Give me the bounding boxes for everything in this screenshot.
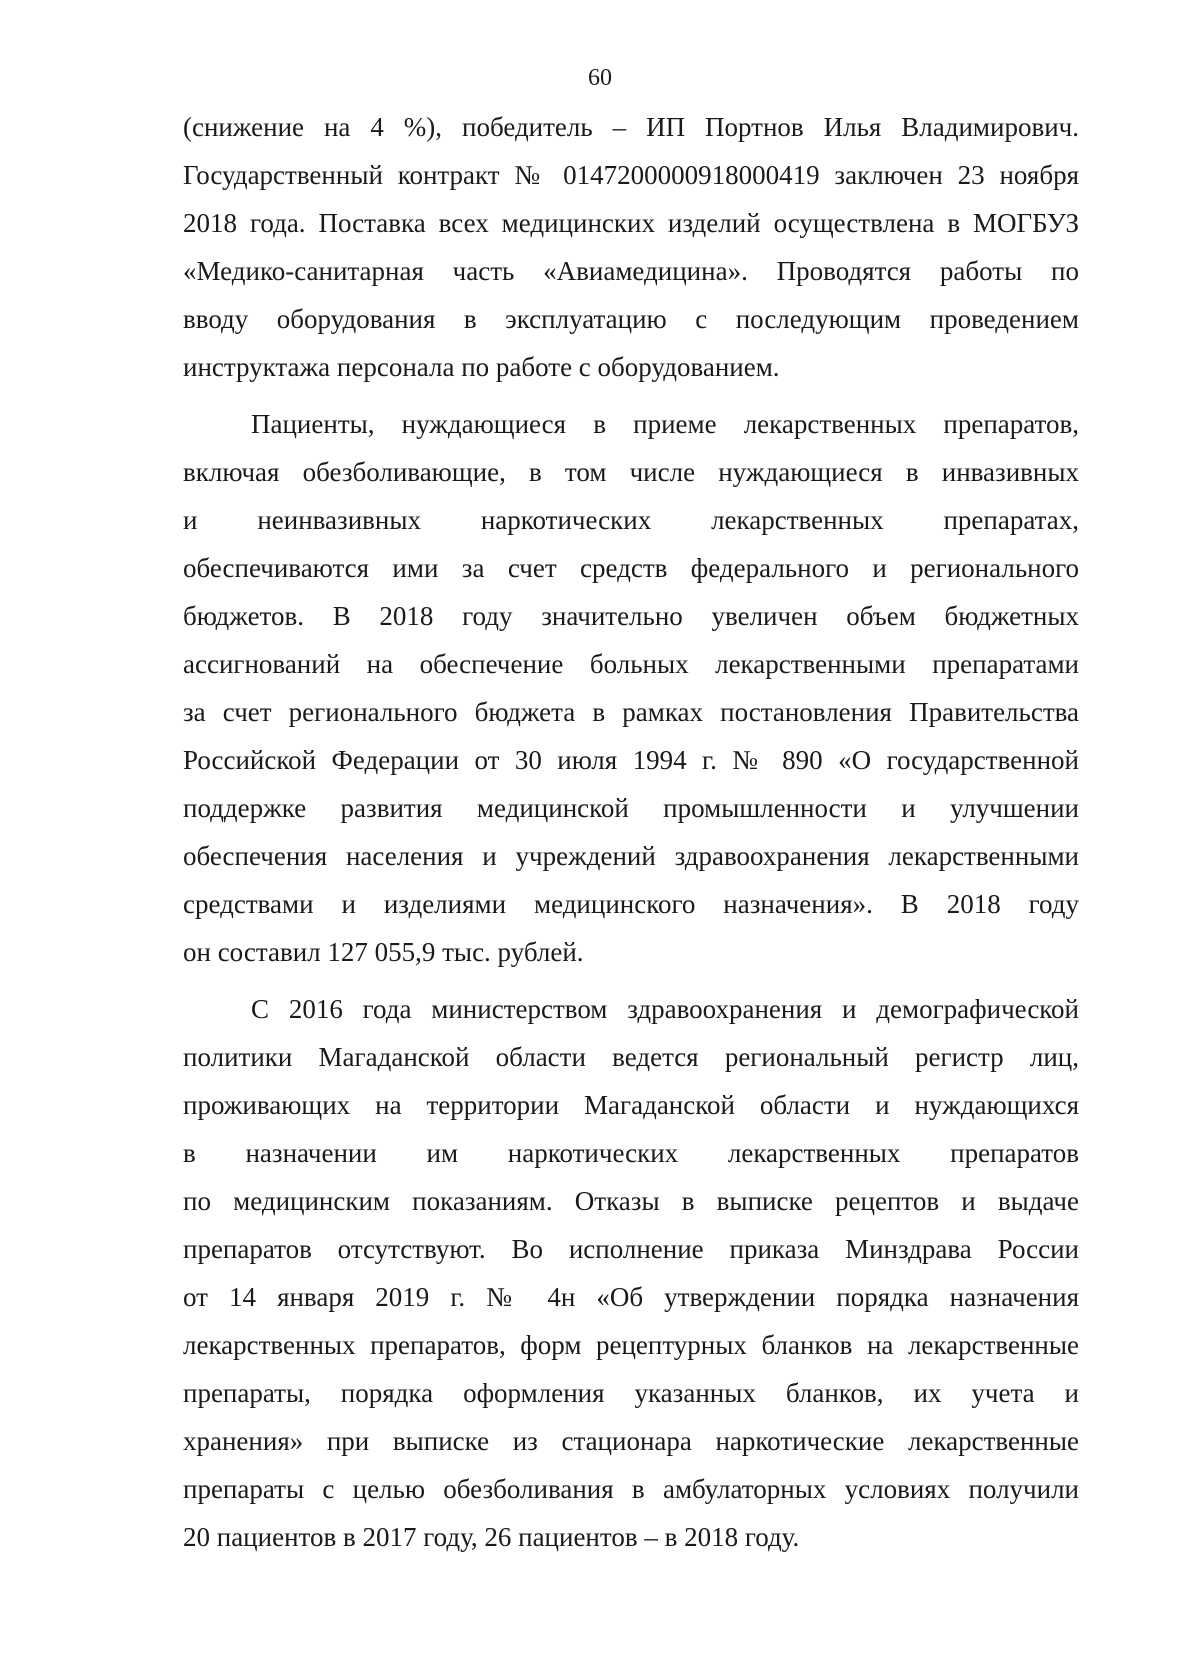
text-line: препараты, порядка оформления указанных бланков, их учета и: [183, 1378, 1079, 1408]
text-line: он составил 127 055,9 тыс. рублей.: [183, 937, 584, 967]
text-line: за счет регионального бюджета в рамках постановления Правительства: [183, 697, 1079, 727]
text-line: ассигнований на обеспечение больных лекарственными препаратами: [183, 649, 1079, 679]
text-line: обеспечиваются ими за счет средств федерального и регионального: [183, 553, 1079, 583]
text-line: поддержке развития медицинской промышленности и улучшении: [183, 793, 1079, 823]
text-line: (снижение на 4 %), победитель – ИП Портнов Илья Владимирович.: [183, 112, 1079, 142]
text-line: препараты с целью обезболивания в амбулаторных условиях получили: [183, 1474, 1079, 1504]
text-line: бюджетов. В 2018 году значительно увеличен объем бюджетных: [183, 601, 1079, 631]
text-line: инструктажа персонала по работе с оборудованием.: [183, 352, 780, 382]
page-number: 60: [588, 65, 612, 91]
text-line: Российской Федерации от 30 июля 1994 г. № 890 «О государственной: [183, 745, 1079, 775]
text-line: препаратов отсутствуют. Во исполнение приказа Минздрава России: [183, 1234, 1079, 1264]
text-line: в назначении им наркотических лекарственных препаратов: [183, 1138, 1079, 1168]
text-line: по медицинским показаниям. Отказы в выписке рецептов и выдаче: [183, 1186, 1079, 1216]
document-body: [183, 103, 1079, 1561]
text-line: включая обезболивающие, в том числе нуждающиеся в инвазивных: [183, 457, 1079, 487]
text-line: средствами и изделиями медицинского назначения». В 2018 году: [183, 889, 1079, 919]
text-line: хранения» при выписке из стационара наркотические лекарственные: [183, 1426, 1079, 1456]
text-line: 2018 года. Поставка всех медицинских изделий осуществлена в МОГБУЗ: [183, 208, 1079, 238]
text-line: и неинвазивных наркотических лекарственных препаратах,: [183, 505, 1079, 535]
text-line: С 2016 года министерством здравоохранения и демографической: [251, 994, 1079, 1024]
paragraph-1: [183, 103, 1079, 391]
paragraph-2: [183, 400, 1079, 976]
text-line: 20 пациентов в 2017 году, 26 пациентов – в 2018 году.: [183, 1522, 800, 1552]
text-line: политики Магаданской области ведется региональный регистр лиц,: [183, 1042, 1079, 1072]
text-line: лекарственных препаратов, форм рецептурных бланков на лекарственные: [183, 1330, 1079, 1360]
text-line: обеспечения населения и учреждений здравоохранения лекарственными: [183, 841, 1079, 871]
paragraph-3: [183, 985, 1079, 1561]
text-line: Пациенты, нуждающиеся в приеме лекарственных препаратов,: [251, 409, 1079, 439]
text-line: «Медико-санитарная часть «Авиамедицина». Проводятся работы по: [183, 256, 1079, 286]
text-line: вводу оборудования в эксплуатацию с последующим проведением: [183, 304, 1079, 334]
text-line: от 14 января 2019 г. № 4н «Об утверждении порядка назначения: [183, 1282, 1079, 1312]
text-line: проживающих на территории Магаданской области и нуждающихся: [183, 1090, 1079, 1120]
text-line: Государственный контракт № 0147200000918000419 заключен 23 ноября: [183, 160, 1079, 190]
